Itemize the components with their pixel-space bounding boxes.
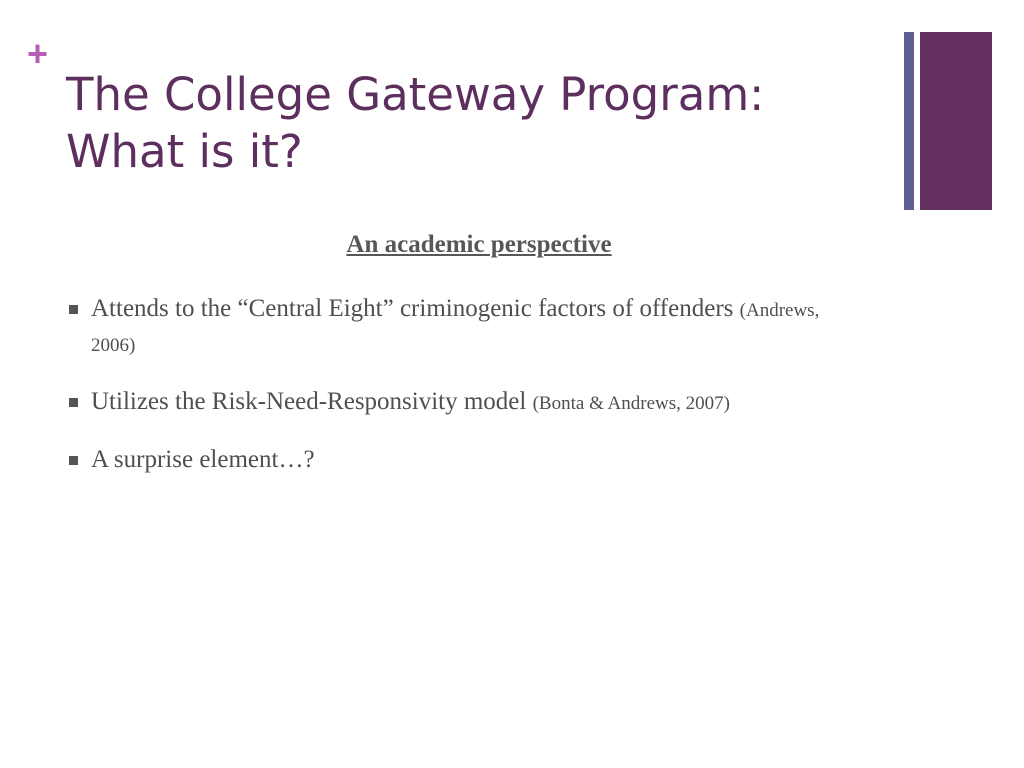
bullet-text: Utilizes the Risk-Need-Responsivity model [91, 388, 527, 415]
plus-icon: + [27, 33, 49, 74]
subheading: An academic perspective [346, 231, 612, 258]
bullet-item [68, 385, 868, 420]
square-bullet-icon [69, 305, 78, 314]
square-bullet-icon [69, 456, 78, 465]
square-bullet-icon [69, 398, 78, 407]
bullet-citation: (Andrews, 2006) [91, 300, 820, 356]
title-line-1: The College Gateway Program: [66, 68, 765, 121]
bullet-item [68, 292, 868, 362]
title-line-2: What is it? [66, 125, 303, 178]
bullet-text: Attends to the “Central Eight” criminogenic factors of offenders [91, 295, 734, 322]
slide-title [66, 66, 866, 180]
bullet-list [68, 292, 868, 501]
bullet-text: A surprise element…? [91, 446, 315, 473]
decorative-thin-bar [904, 32, 914, 210]
bullet-citation: (Bonta & Andrews, 2007) [532, 393, 730, 414]
bullet-item [68, 443, 868, 478]
decorative-thick-bar [920, 32, 992, 210]
